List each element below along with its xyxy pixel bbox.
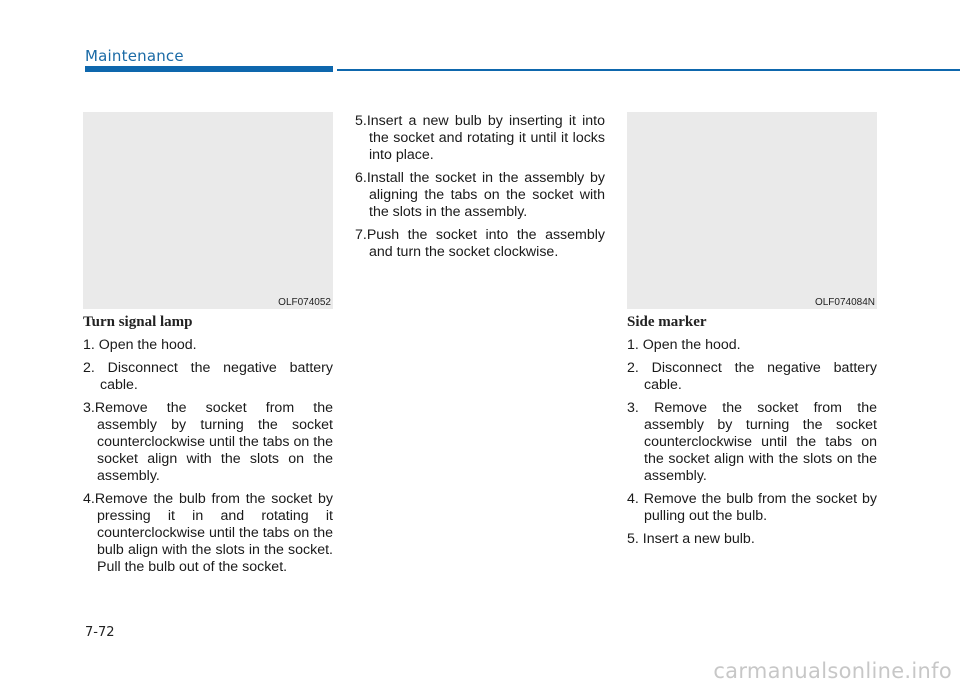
image-code: OLF074052: [278, 297, 331, 308]
turn-signal-image: [83, 112, 333, 309]
step-item: 7.Push the socket into the assembly and turn the socket clockwise.: [355, 227, 605, 260]
side-marker-steps: [627, 337, 877, 554]
watermark[interactable]: carmanualsonline.info: [713, 659, 952, 683]
page-number: 7-72: [85, 625, 115, 640]
turn-signal-heading: Turn signal lamp: [83, 314, 193, 330]
turn-signal-steps-continued: [355, 113, 605, 267]
step-item: 5. Insert a new bulb.: [627, 531, 755, 547]
step-item: 2. Disconnect the negative battery cable.: [83, 360, 333, 393]
side-marker-image: [627, 112, 877, 309]
header-rule-thick: [85, 66, 333, 72]
turn-signal-steps: [83, 337, 333, 582]
step-item: 4. Remove the bulb from the socket by pulling out the bulb.: [627, 491, 877, 524]
image-code: OLF074084N: [814, 297, 875, 308]
step-item: 5.Insert a new bulb by inserting it into the socket and rotating it until it locks into place.: [355, 113, 605, 163]
step-item: 3. Remove the socket from the assembly by turning the socket counterclockwise until the tabs on the socket align with the slots on the assembly.: [627, 400, 877, 484]
step-item: 2. Disconnect the negative battery cable.: [627, 360, 877, 393]
step-item: 1. Open the hood.: [83, 337, 197, 353]
section-title: Maintenance: [85, 47, 184, 65]
header-rule-thin: [337, 69, 960, 71]
step-item: 1. Open the hood.: [627, 337, 741, 353]
step-item: 3.Remove the socket from the assembly by turning the socket counterclockwise until the tabs on the socket align with the slots on the assembly.: [83, 400, 333, 484]
side-marker-heading: Side marker: [627, 314, 707, 330]
step-item: 6.Install the socket in the assembly by aligning the tabs on the socket with the slots in the assembly.: [355, 170, 605, 220]
step-item: 4.Remove the bulb from the socket by pressing it in and rotating it counterclockwise until the tabs on the bulb align with the slots in the socket. Pull the bulb out of the socket.: [83, 491, 333, 575]
